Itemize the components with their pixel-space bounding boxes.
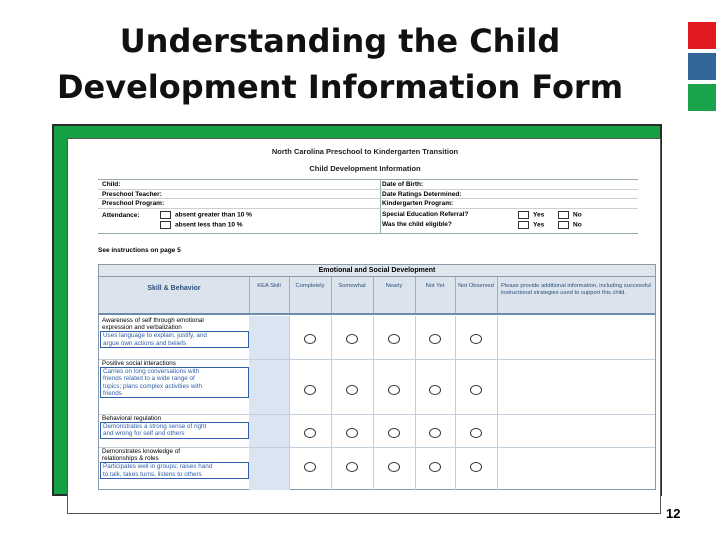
info-block (98, 179, 638, 234)
form-image (67, 138, 661, 514)
skill-row-relationships: Demonstrates knowledge of relationships & roles Participates well in groups; raises hand to talk, takes turns, listens to others (99, 448, 249, 479)
sped-no: No (558, 211, 582, 219)
sped-yes: Yes (518, 211, 544, 219)
kindergarten-program-label: Kindergarten Program: (382, 200, 454, 207)
checkbox-icon (518, 211, 529, 219)
radio-nearly[interactable] (388, 462, 400, 472)
radio-completely[interactable] (304, 385, 316, 395)
radio-not-observed[interactable] (470, 462, 482, 472)
radio-somewhat[interactable] (346, 334, 358, 344)
radio-not-yet[interactable] (429, 462, 441, 472)
attendance-row (98, 209, 638, 233)
checkbox-icon (160, 211, 171, 219)
blue-accent-square (688, 53, 716, 80)
checkbox-icon (558, 211, 569, 219)
eligible-no: No (558, 221, 582, 229)
checkbox-icon (160, 221, 171, 229)
instructions-note: See instructions on page 5 (98, 247, 181, 254)
checkbox-icon (518, 221, 529, 229)
skill-row-behavioral: Behavioral regulation Demonstrates a strong sense of right and wrong for self and others (99, 415, 249, 439)
column-not-observed: Not Observed (458, 283, 494, 289)
column-completely: Completely (295, 283, 325, 289)
red-accent-square (688, 22, 716, 49)
column-kea: KEA Skill (257, 283, 281, 289)
radio-not-yet[interactable] (429, 428, 441, 438)
radio-not-observed[interactable] (470, 428, 482, 438)
attendance-label: Attendance: (102, 211, 140, 219)
radio-not-yet[interactable] (429, 385, 441, 395)
radio-completely[interactable] (304, 334, 316, 344)
info-row (98, 190, 638, 200)
column-skill: Skill & Behavior (147, 285, 201, 292)
form-header: North Carolina Preschool to Kindergarten Transition (271, 147, 459, 156)
column-not-yet: Not Yet (425, 283, 445, 289)
radio-somewhat[interactable] (346, 428, 358, 438)
child-label: Child: (102, 181, 121, 188)
radio-completely[interactable] (304, 428, 316, 438)
slide-title-line-2: Development Information Form (56, 68, 624, 106)
sped-referral-label: Special Education Referral? (382, 210, 469, 218)
info-row (98, 199, 638, 209)
radio-somewhat[interactable] (346, 385, 358, 395)
radio-completely[interactable] (304, 462, 316, 472)
skill-row-social: Positive social interactions Carries on long conversations with friends related to a wide range of topics; plans complex activities with friends (99, 360, 249, 398)
column-nearly: Nearly (385, 283, 403, 289)
radio-not-yet[interactable] (429, 334, 441, 344)
eligible-label: Was the child eligible? (382, 220, 452, 228)
slide-title (40, 18, 640, 110)
radio-nearly[interactable] (388, 428, 400, 438)
column-additional-info: Please provide additional information, including successful instructional strategies used to support this child. (501, 283, 651, 296)
skills-table (98, 264, 656, 490)
dob-label: Date of Birth: (382, 181, 424, 188)
preschool-program-label: Preschool Program: (102, 200, 165, 207)
skill-row-awareness: Awareness of self through emotional expression and verbalization Uses language to explain, justify, and argue own actions and beliefs (99, 317, 249, 348)
page-number: 12 (666, 506, 681, 521)
column-somewhat: Somewhat (338, 283, 366, 289)
radio-nearly[interactable] (388, 385, 400, 395)
teacher-label: Preschool Teacher: (102, 190, 162, 198)
form-subheader: Child Development Information (309, 164, 421, 173)
radio-nearly[interactable] (388, 334, 400, 344)
kea-skill-column (249, 316, 289, 490)
radio-somewhat[interactable] (346, 462, 358, 472)
attendance-option-high: absent greater than 10 % (160, 211, 252, 219)
ratings-date-label: Date Ratings Determined: (382, 190, 462, 198)
green-accent-square (688, 84, 716, 111)
attendance-option-low: absent less than 10 % (160, 221, 243, 229)
eligible-yes: Yes (518, 221, 544, 229)
column-header-row (99, 277, 655, 315)
radio-not-observed[interactable] (470, 385, 482, 395)
radio-not-observed[interactable] (470, 334, 482, 344)
info-row (98, 180, 638, 190)
checkbox-icon (558, 221, 569, 229)
slide-title-line-1: Understanding the Child (119, 22, 561, 60)
section-title: Emotional and Social Development (99, 265, 655, 277)
